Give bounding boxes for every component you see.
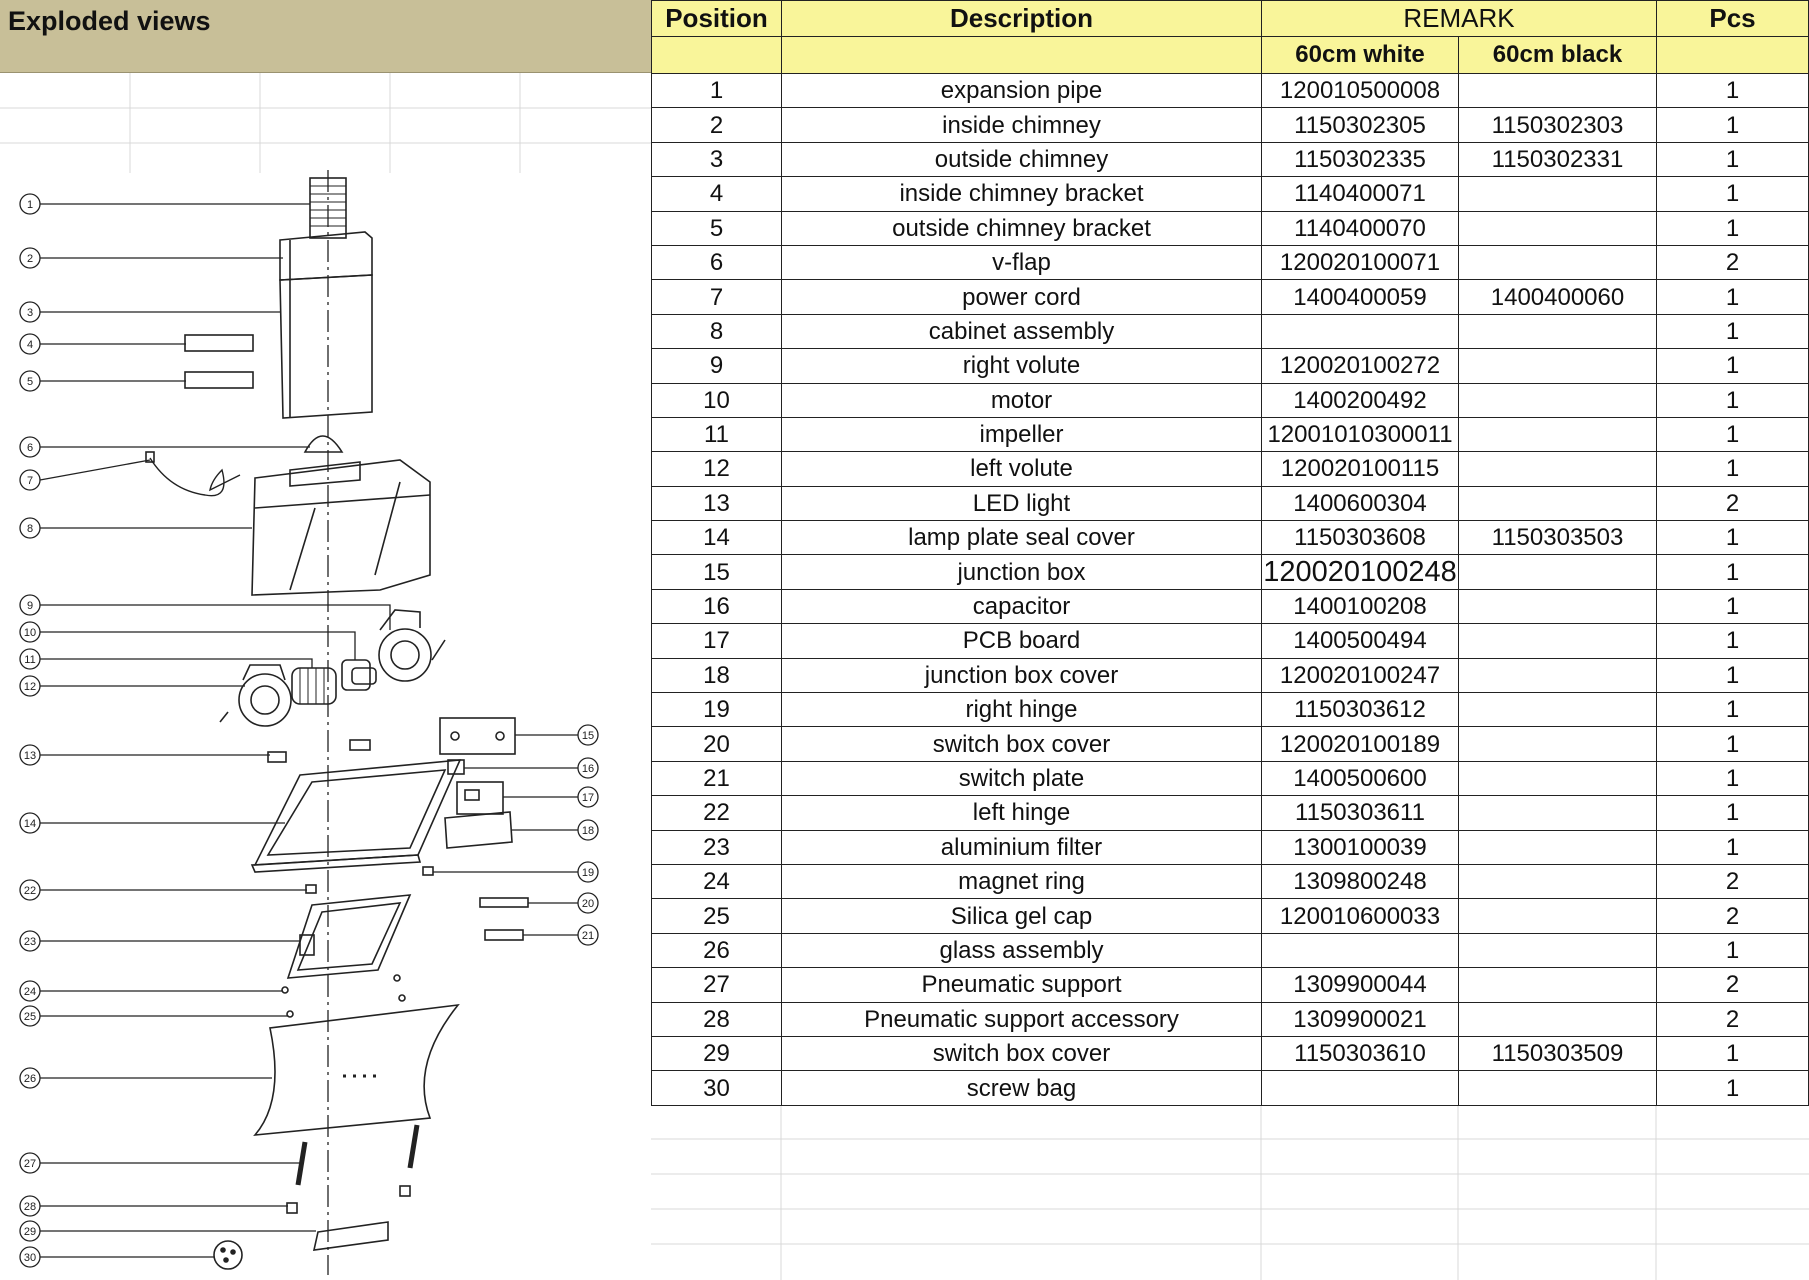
- cell-60cm-white: 120020100189: [1262, 727, 1459, 761]
- header-description: Description: [782, 1, 1262, 37]
- callout-label: 21: [581, 930, 595, 942]
- cell-pcs: 1: [1657, 280, 1809, 314]
- cell-pcs: 1: [1657, 933, 1809, 967]
- callout-label: 2: [26, 253, 34, 265]
- callout-label: 8: [26, 523, 34, 535]
- cell-60cm-black: [1459, 727, 1657, 761]
- cell-position: 28: [652, 1002, 782, 1036]
- cell-pcs: 1: [1657, 727, 1809, 761]
- cell-description: aluminium filter: [782, 830, 1262, 864]
- cell-pcs: 1: [1657, 521, 1809, 555]
- callout-label: 7: [26, 475, 34, 487]
- callout-label: 12: [23, 681, 37, 693]
- table-row: [652, 417, 1809, 451]
- cell-60cm-white: 1140400071: [1262, 177, 1459, 211]
- cell-position: 14: [652, 521, 782, 555]
- cell-60cm-black: 1150303503: [1459, 521, 1657, 555]
- table-row: [652, 108, 1809, 142]
- cell-60cm-black: [1459, 796, 1657, 830]
- cell-60cm-black: [1459, 761, 1657, 795]
- cell-60cm-black: 1400400060: [1459, 280, 1657, 314]
- cell-description: screw bag: [782, 1071, 1262, 1105]
- cell-position: 10: [652, 383, 782, 417]
- cell-position: 17: [652, 624, 782, 658]
- cell-description: inside chimney: [782, 108, 1262, 142]
- callout-label: 4: [26, 339, 34, 351]
- cell-60cm-black: [1459, 968, 1657, 1002]
- cell-pcs: 1: [1657, 142, 1809, 176]
- cell-pcs: 1: [1657, 624, 1809, 658]
- cell-60cm-black: [1459, 211, 1657, 245]
- callout-label: 27: [23, 1158, 37, 1170]
- cell-description: v-flap: [782, 245, 1262, 279]
- cell-description: LED light: [782, 486, 1262, 520]
- parts-table: [651, 0, 1809, 1106]
- table-row: [652, 968, 1809, 1002]
- cell-pcs: 1: [1657, 211, 1809, 245]
- callout-label: 1: [26, 199, 34, 211]
- cell-pcs: 2: [1657, 968, 1809, 1002]
- table-row: [652, 761, 1809, 795]
- cell-position: 2: [652, 108, 782, 142]
- cell-description: magnet ring: [782, 864, 1262, 898]
- cell-60cm-white: 1150302335: [1262, 142, 1459, 176]
- cell-pcs: 1: [1657, 383, 1809, 417]
- cell-position: 11: [652, 417, 782, 451]
- cell-position: 8: [652, 314, 782, 348]
- cell-60cm-black: [1459, 864, 1657, 898]
- callout-label: 20: [581, 898, 595, 910]
- table-row: [652, 521, 1809, 555]
- cell-position: 25: [652, 899, 782, 933]
- cell-description: junction box: [782, 555, 1262, 589]
- cell-60cm-white: 1140400070: [1262, 211, 1459, 245]
- cell-60cm-white: 1150303610: [1262, 1036, 1459, 1070]
- cell-pcs: 1: [1657, 108, 1809, 142]
- cell-60cm-white: 1400200492: [1262, 383, 1459, 417]
- table-row: [652, 245, 1809, 279]
- cell-pcs: 1: [1657, 830, 1809, 864]
- cell-60cm-black: [1459, 314, 1657, 348]
- callout-label: 22: [23, 885, 37, 897]
- subheader-empty: [782, 37, 1262, 74]
- cell-60cm-white: 120020100272: [1262, 349, 1459, 383]
- cell-position: 19: [652, 693, 782, 727]
- cell-pcs: 1: [1657, 761, 1809, 795]
- callout-label: 26: [23, 1073, 37, 1085]
- cell-60cm-black: [1459, 383, 1657, 417]
- callout-label: 16: [581, 763, 595, 775]
- cell-pcs: 1: [1657, 349, 1809, 383]
- cell-position: 6: [652, 245, 782, 279]
- cell-60cm-black: [1459, 486, 1657, 520]
- table-row: [652, 658, 1809, 692]
- cell-description: switch plate: [782, 761, 1262, 795]
- cell-pcs: 1: [1657, 693, 1809, 727]
- cell-pcs: 1: [1657, 796, 1809, 830]
- cell-60cm-black: [1459, 555, 1657, 589]
- cell-pcs: 1: [1657, 452, 1809, 486]
- cell-description: right hinge: [782, 693, 1262, 727]
- table-row: [652, 830, 1809, 864]
- cell-description: outside chimney: [782, 142, 1262, 176]
- callout-label: 25: [23, 1011, 37, 1023]
- cell-position: 4: [652, 177, 782, 211]
- table-row: [652, 1036, 1809, 1070]
- callout-label: 24: [23, 986, 37, 998]
- callout-label: 14: [23, 818, 37, 830]
- subheader-empty: [652, 37, 782, 74]
- cell-60cm-white: 1150302305: [1262, 108, 1459, 142]
- cell-description: Pneumatic support accessory: [782, 1002, 1262, 1036]
- cell-position: 21: [652, 761, 782, 795]
- cell-description: motor: [782, 383, 1262, 417]
- table-row: [652, 1071, 1809, 1105]
- cell-description: PCB board: [782, 624, 1262, 658]
- header-remark: REMARK: [1262, 1, 1657, 37]
- cell-description: junction box cover: [782, 658, 1262, 692]
- table-row: [652, 383, 1809, 417]
- cell-60cm-black: [1459, 830, 1657, 864]
- table-row: [652, 314, 1809, 348]
- cell-pcs: 2: [1657, 1002, 1809, 1036]
- cell-60cm-white: [1262, 933, 1459, 967]
- cell-60cm-white: 1400100208: [1262, 589, 1459, 623]
- cell-60cm-white: 1150303608: [1262, 521, 1459, 555]
- callout-label: 28: [23, 1201, 37, 1213]
- cell-60cm-white: 1400500494: [1262, 624, 1459, 658]
- callout-label: 10: [23, 627, 37, 639]
- cell-pcs: 1: [1657, 555, 1809, 589]
- cell-position: 18: [652, 658, 782, 692]
- cell-60cm-white: 120020100247: [1262, 658, 1459, 692]
- cell-pcs: 1: [1657, 1036, 1809, 1070]
- cell-pcs: 2: [1657, 486, 1809, 520]
- cell-60cm-white: 120010600033: [1262, 899, 1459, 933]
- cell-pcs: 1: [1657, 658, 1809, 692]
- cell-position: 23: [652, 830, 782, 864]
- cell-description: switch box cover: [782, 727, 1262, 761]
- header-pcs: Pcs: [1657, 1, 1809, 37]
- cell-pcs: 1: [1657, 1071, 1809, 1105]
- cell-60cm-black: [1459, 589, 1657, 623]
- table-row: [652, 486, 1809, 520]
- cell-60cm-white: [1262, 1071, 1459, 1105]
- table-row: [652, 280, 1809, 314]
- cell-60cm-white: 12001010300011: [1262, 417, 1459, 451]
- callout-label: 6: [26, 442, 34, 454]
- cell-60cm-white: 1309800248: [1262, 864, 1459, 898]
- cell-description: lamp plate seal cover: [782, 521, 1262, 555]
- cell-60cm-white: [1262, 314, 1459, 348]
- cell-description: switch box cover: [782, 1036, 1262, 1070]
- callout-label: 29: [23, 1226, 37, 1238]
- cell-60cm-black: [1459, 349, 1657, 383]
- header-position: Position: [652, 1, 782, 37]
- cell-60cm-black: 1150303509: [1459, 1036, 1657, 1070]
- cell-60cm-black: [1459, 899, 1657, 933]
- cell-position: 29: [652, 1036, 782, 1070]
- cell-60cm-white: 120020100115: [1262, 452, 1459, 486]
- cell-pcs: 2: [1657, 245, 1809, 279]
- cell-60cm-black: [1459, 933, 1657, 967]
- cell-description: inside chimney bracket: [782, 177, 1262, 211]
- cell-position: 1: [652, 74, 782, 108]
- cell-60cm-black: [1459, 658, 1657, 692]
- cell-60cm-white: 1400400059: [1262, 280, 1459, 314]
- cell-description: capacitor: [782, 589, 1262, 623]
- cell-pcs: 1: [1657, 417, 1809, 451]
- cell-description: glass assembly: [782, 933, 1262, 967]
- callout-label: 18: [581, 825, 595, 837]
- cell-position: 20: [652, 727, 782, 761]
- table-row: [652, 349, 1809, 383]
- callout-label: 5: [26, 376, 34, 388]
- table-row: [652, 899, 1809, 933]
- cell-60cm-black: [1459, 693, 1657, 727]
- cell-60cm-black: [1459, 74, 1657, 108]
- table-row: [652, 555, 1809, 589]
- table-row: [652, 1002, 1809, 1036]
- cell-60cm-white: 1309900044: [1262, 968, 1459, 1002]
- callout-label: 23: [23, 936, 37, 948]
- cell-description: cabinet assembly: [782, 314, 1262, 348]
- cell-position: 24: [652, 864, 782, 898]
- exploded-view-header: [0, 0, 651, 73]
- callout-label: 13: [23, 750, 37, 762]
- table-row: [652, 74, 1809, 108]
- cell-60cm-white: 1309900021: [1262, 1002, 1459, 1036]
- cell-60cm-black: [1459, 624, 1657, 658]
- exploded-view-panel: [0, 0, 651, 1280]
- callout-label: 30: [23, 1252, 37, 1264]
- cell-60cm-black: [1459, 417, 1657, 451]
- cell-60cm-black: 1150302303: [1459, 108, 1657, 142]
- cell-60cm-white: 1150303611: [1262, 796, 1459, 830]
- table-header-row: [652, 1, 1809, 37]
- cell-pcs: 1: [1657, 177, 1809, 211]
- table-row: [652, 177, 1809, 211]
- cell-position: 3: [652, 142, 782, 176]
- cell-60cm-white: 1400600304: [1262, 486, 1459, 520]
- table-row: [652, 589, 1809, 623]
- table-row: [652, 142, 1809, 176]
- header-60cm-white: 60cm white: [1262, 37, 1459, 74]
- cell-description: right volute: [782, 349, 1262, 383]
- exploded-view-title: Exploded views: [8, 6, 211, 36]
- cell-position: 26: [652, 933, 782, 967]
- cell-position: 5: [652, 211, 782, 245]
- cell-description: impeller: [782, 417, 1262, 451]
- cell-60cm-black: [1459, 245, 1657, 279]
- cell-position: 15: [652, 555, 782, 589]
- table-row: [652, 211, 1809, 245]
- callout-label: 19: [581, 867, 595, 879]
- cell-pcs: 2: [1657, 899, 1809, 933]
- table-row: [652, 933, 1809, 967]
- cell-60cm-white: 120020100248: [1263, 555, 1457, 588]
- cell-pcs: 1: [1657, 314, 1809, 348]
- cell-60cm-white: 1400500600: [1262, 761, 1459, 795]
- cell-60cm-white: 120010500008: [1262, 74, 1459, 108]
- subheader-empty: [1657, 37, 1809, 74]
- header-60cm-black: 60cm black: [1459, 37, 1657, 74]
- table-row: [652, 693, 1809, 727]
- cell-60cm-black: [1459, 177, 1657, 211]
- callout-label: 11: [24, 654, 36, 666]
- cell-60cm-black: [1459, 1071, 1657, 1105]
- cell-60cm-black: [1459, 1002, 1657, 1036]
- cell-60cm-black: 1150302331: [1459, 142, 1657, 176]
- cell-position: 22: [652, 796, 782, 830]
- cell-description: left volute: [782, 452, 1262, 486]
- table-row: [652, 796, 1809, 830]
- table-row: [652, 727, 1809, 761]
- cell-description: outside chimney bracket: [782, 211, 1262, 245]
- cell-pcs: 2: [1657, 864, 1809, 898]
- cell-60cm-white: 120020100071: [1262, 245, 1459, 279]
- cell-position: 16: [652, 589, 782, 623]
- cell-position: 30: [652, 1071, 782, 1105]
- callout-label: 17: [581, 792, 595, 804]
- cell-position: 9: [652, 349, 782, 383]
- table-row: [652, 624, 1809, 658]
- table-subheader-row: [652, 37, 1809, 74]
- cell-position: 7: [652, 280, 782, 314]
- table-row: [652, 864, 1809, 898]
- cell-description: expansion pipe: [782, 74, 1262, 108]
- callout-label: 3: [26, 307, 34, 319]
- cell-60cm-white: 1150303612: [1262, 693, 1459, 727]
- cell-pcs: 1: [1657, 74, 1809, 108]
- sheet-gridlines-right: [651, 1105, 1809, 1280]
- cell-pcs: 1: [1657, 589, 1809, 623]
- cell-position: 12: [652, 452, 782, 486]
- cell-60cm-white: 1300100039: [1262, 830, 1459, 864]
- cell-position: 13: [652, 486, 782, 520]
- cell-description: left hinge: [782, 796, 1262, 830]
- table-row: [652, 452, 1809, 486]
- cell-description: power cord: [782, 280, 1262, 314]
- exploded-diagram: [0, 150, 651, 1280]
- cell-description: Pneumatic support: [782, 968, 1262, 1002]
- cell-description: Silica gel cap: [782, 899, 1262, 933]
- callout-label: 15: [581, 730, 595, 742]
- cell-position: 27: [652, 968, 782, 1002]
- cell-60cm-black: [1459, 452, 1657, 486]
- callout-label: 9: [26, 600, 34, 612]
